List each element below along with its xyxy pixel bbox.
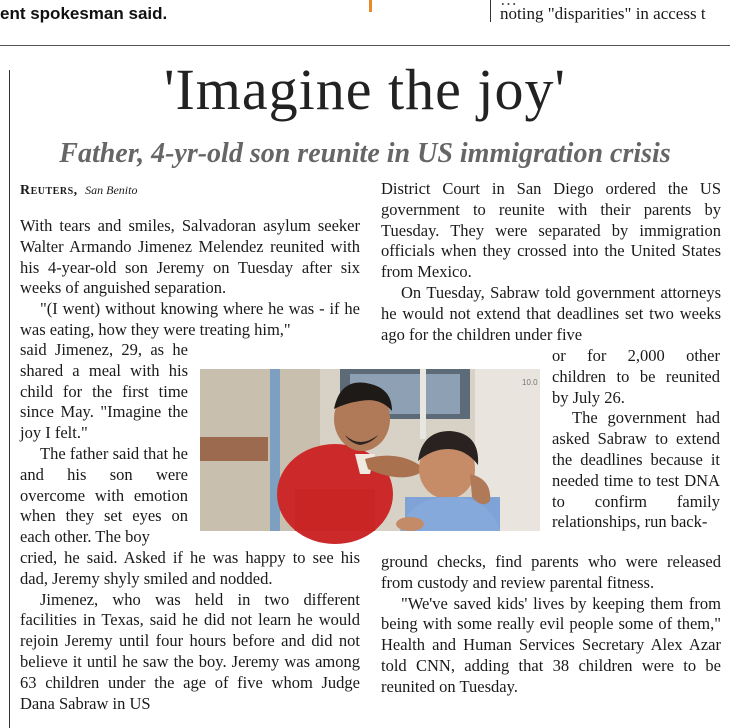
orange-accent-mark [369,0,372,12]
paragraph: On Tuesday, Sabraw told government attorneys he would not extend that deadlines set two weeks ago for the children under five [381,282,721,344]
news-photo [200,369,540,531]
column-2-wrap [552,346,720,533]
section-divider [0,45,730,46]
column-2-top [381,179,721,345]
column-1-top [20,216,360,341]
subheadline: Father, 4-yr-old son reunite in US immigration crisis [59,138,671,169]
photo-sign-text: 10.0 [522,378,538,387]
byline-agency: Reuters, [20,183,78,198]
paragraph: ground checks, find parents who were released from custody and review parental fitness. [381,552,721,592]
paragraph: cried, he said. Asked if he was happy to see his dad, Jeremy shyly smiled and nodded. [20,548,360,588]
photo-illustration [200,369,540,531]
adjacent-article-text [500,4,730,24]
paragraph: District Court in San Diego ordered the US government to reunite with their parents by Tuesday. They were separated by immigration officials when they crossed into the United States from Mexico. [381,179,721,282]
paragraph: With tears and smiles, Salvadoran asylum seeker Walter Armando Jimenez Melendez reunited with his 4-year-old son Jeremy on Tuesday after six weeks of anguished separation. [20,216,360,298]
headline: 'Imagine the joy' [164,57,566,122]
column-1-wrap [20,340,188,548]
paragraph: The father said that he and his son were overcome with emotion when they set eyes on each other. The boy [20,443,188,547]
column-2-bottom [381,552,721,698]
paragraph: or for 2,000 other children to be reunited by July 26. [552,346,720,407]
byline-place: San Benito [85,183,138,197]
paragraph: said Jimenez, 29, as he shared a meal with his child for the first time since May. "Imagine the joy I felt." [20,340,188,443]
adjacent-article-line: noting "disparities" in access t [500,4,706,23]
column-rule [490,0,491,22]
paragraph: The government had asked Sabraw to extend the deadlines because it needed time to test DNA to confirm family relationships, run back- [552,408,720,532]
previous-article-strip [0,0,730,44]
paragraph: "(I went) without knowing where he was - if he was eating, how they were treating him," [20,299,360,339]
byline [20,183,137,199]
paragraph: "We've saved kids' lives by keeping them from being with some really evil people some of them," Health and Human Services Secretary Alex Azar told CNN, adding that 38 children were to be reunited on Tuesday. [381,593,721,696]
previous-article-text: ent spokesman said. [0,4,168,23]
column-1-bottom [20,548,360,714]
paragraph: Jimenez, who was held in two different facilities in Texas, said he did not learn he would rejoin Jeremy until four hours before and did not believe it until he saw the boy. Jeremy was among 63 children under the age of five whom Judge Dana Sabraw in US [20,589,360,713]
adjacent-article-cut-line [500,0,517,10]
